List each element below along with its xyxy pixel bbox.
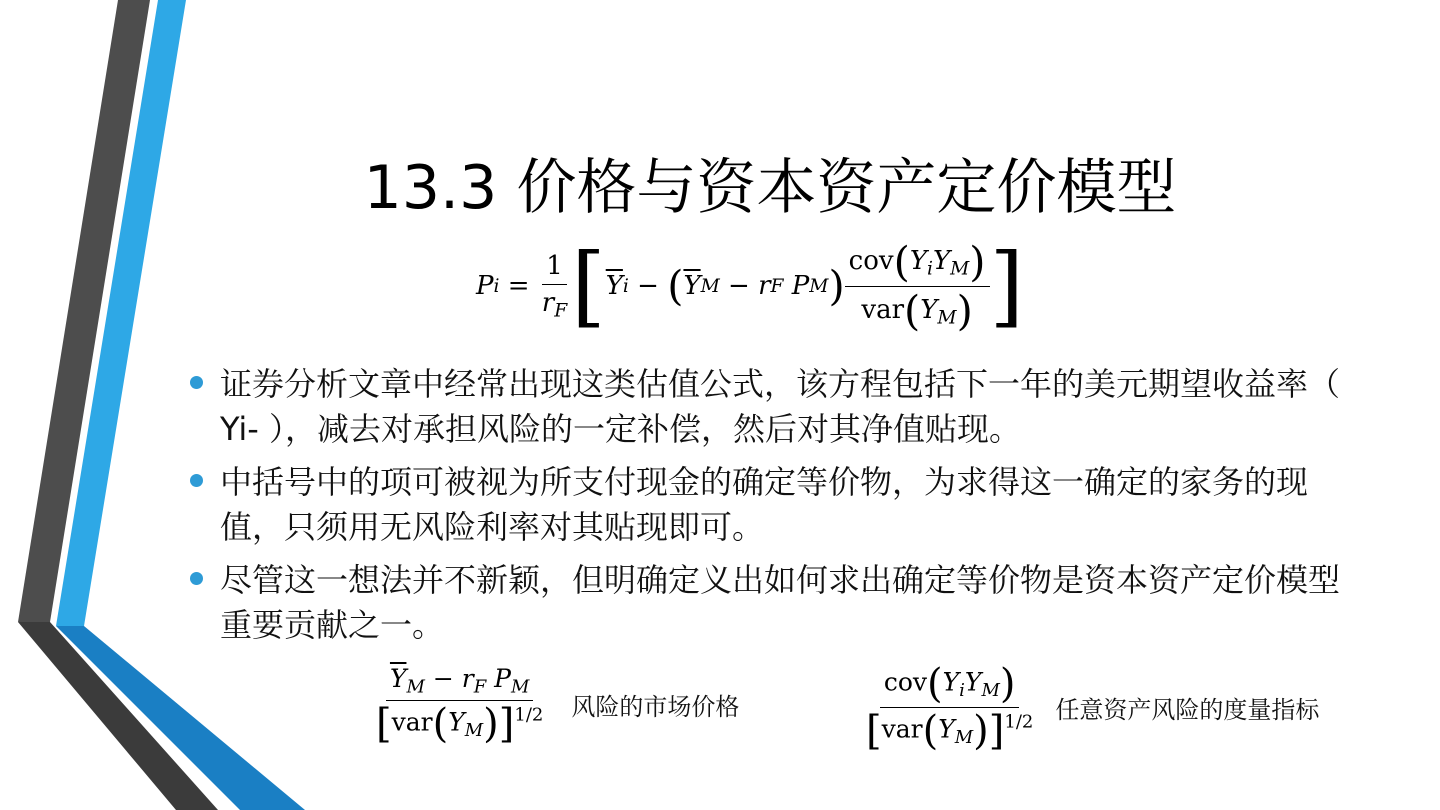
- capm-price-formula: P i = $\frac{1}{r_F}$ [ $\overline{Y}$ i − ( $\overline{Y}$ M − r F P M ) $\frac{cov(Y_iY_M)}{var(Y_M)}$ ]: [475, 233, 1025, 337]
- bullet-text: 证券分析文章中经常出现这类估值公式，该方程包括下一年的美元期望收益率（ Yi- ），减去对承担风险的一定补偿，然后对其净值贴现。: [220, 365, 1341, 448]
- risk-measure-caption: 任意资产风险的度量指标: [1055, 696, 1320, 724]
- risk-price-caption: 风险的市场价格: [571, 692, 740, 721]
- bullet-text: 尽管这一想法并不新颖，但明确定义出如何求出确定等价物是资本资产定价模型重要贡献之一。: [220, 561, 1341, 644]
- bullet-dot-icon: [190, 572, 203, 585]
- market-price-of-risk-formula: $\frac{\overline{Y}_M - r_F P_M}{[var(Y_M)]^{1/2}}$: [376, 664, 544, 748]
- slide-title: 13.3 价格与资本资产定价模型: [363, 153, 1177, 223]
- bullet-item: [188, 362, 1348, 452]
- bullet-dot-icon: [190, 376, 203, 389]
- risk-measure-formula-block: [862, 661, 1320, 754]
- risk-price-formula-block: [372, 664, 740, 748]
- bullet-text: 中括号中的项可被视为所支付现金的确定等价物，为求得这一确定的家务的现值，只须用无风险利率对其贴现即可。: [220, 463, 1309, 546]
- asset-risk-measure-formula: $\frac{cov(Y_iY_M)}{[var(Y_M)]^{1/2}}$: [866, 661, 1034, 754]
- bullet-dot-icon: [190, 474, 203, 487]
- bullet-item: [188, 558, 1348, 648]
- bullet-item: [188, 460, 1348, 550]
- bullet-list: [188, 362, 1348, 656]
